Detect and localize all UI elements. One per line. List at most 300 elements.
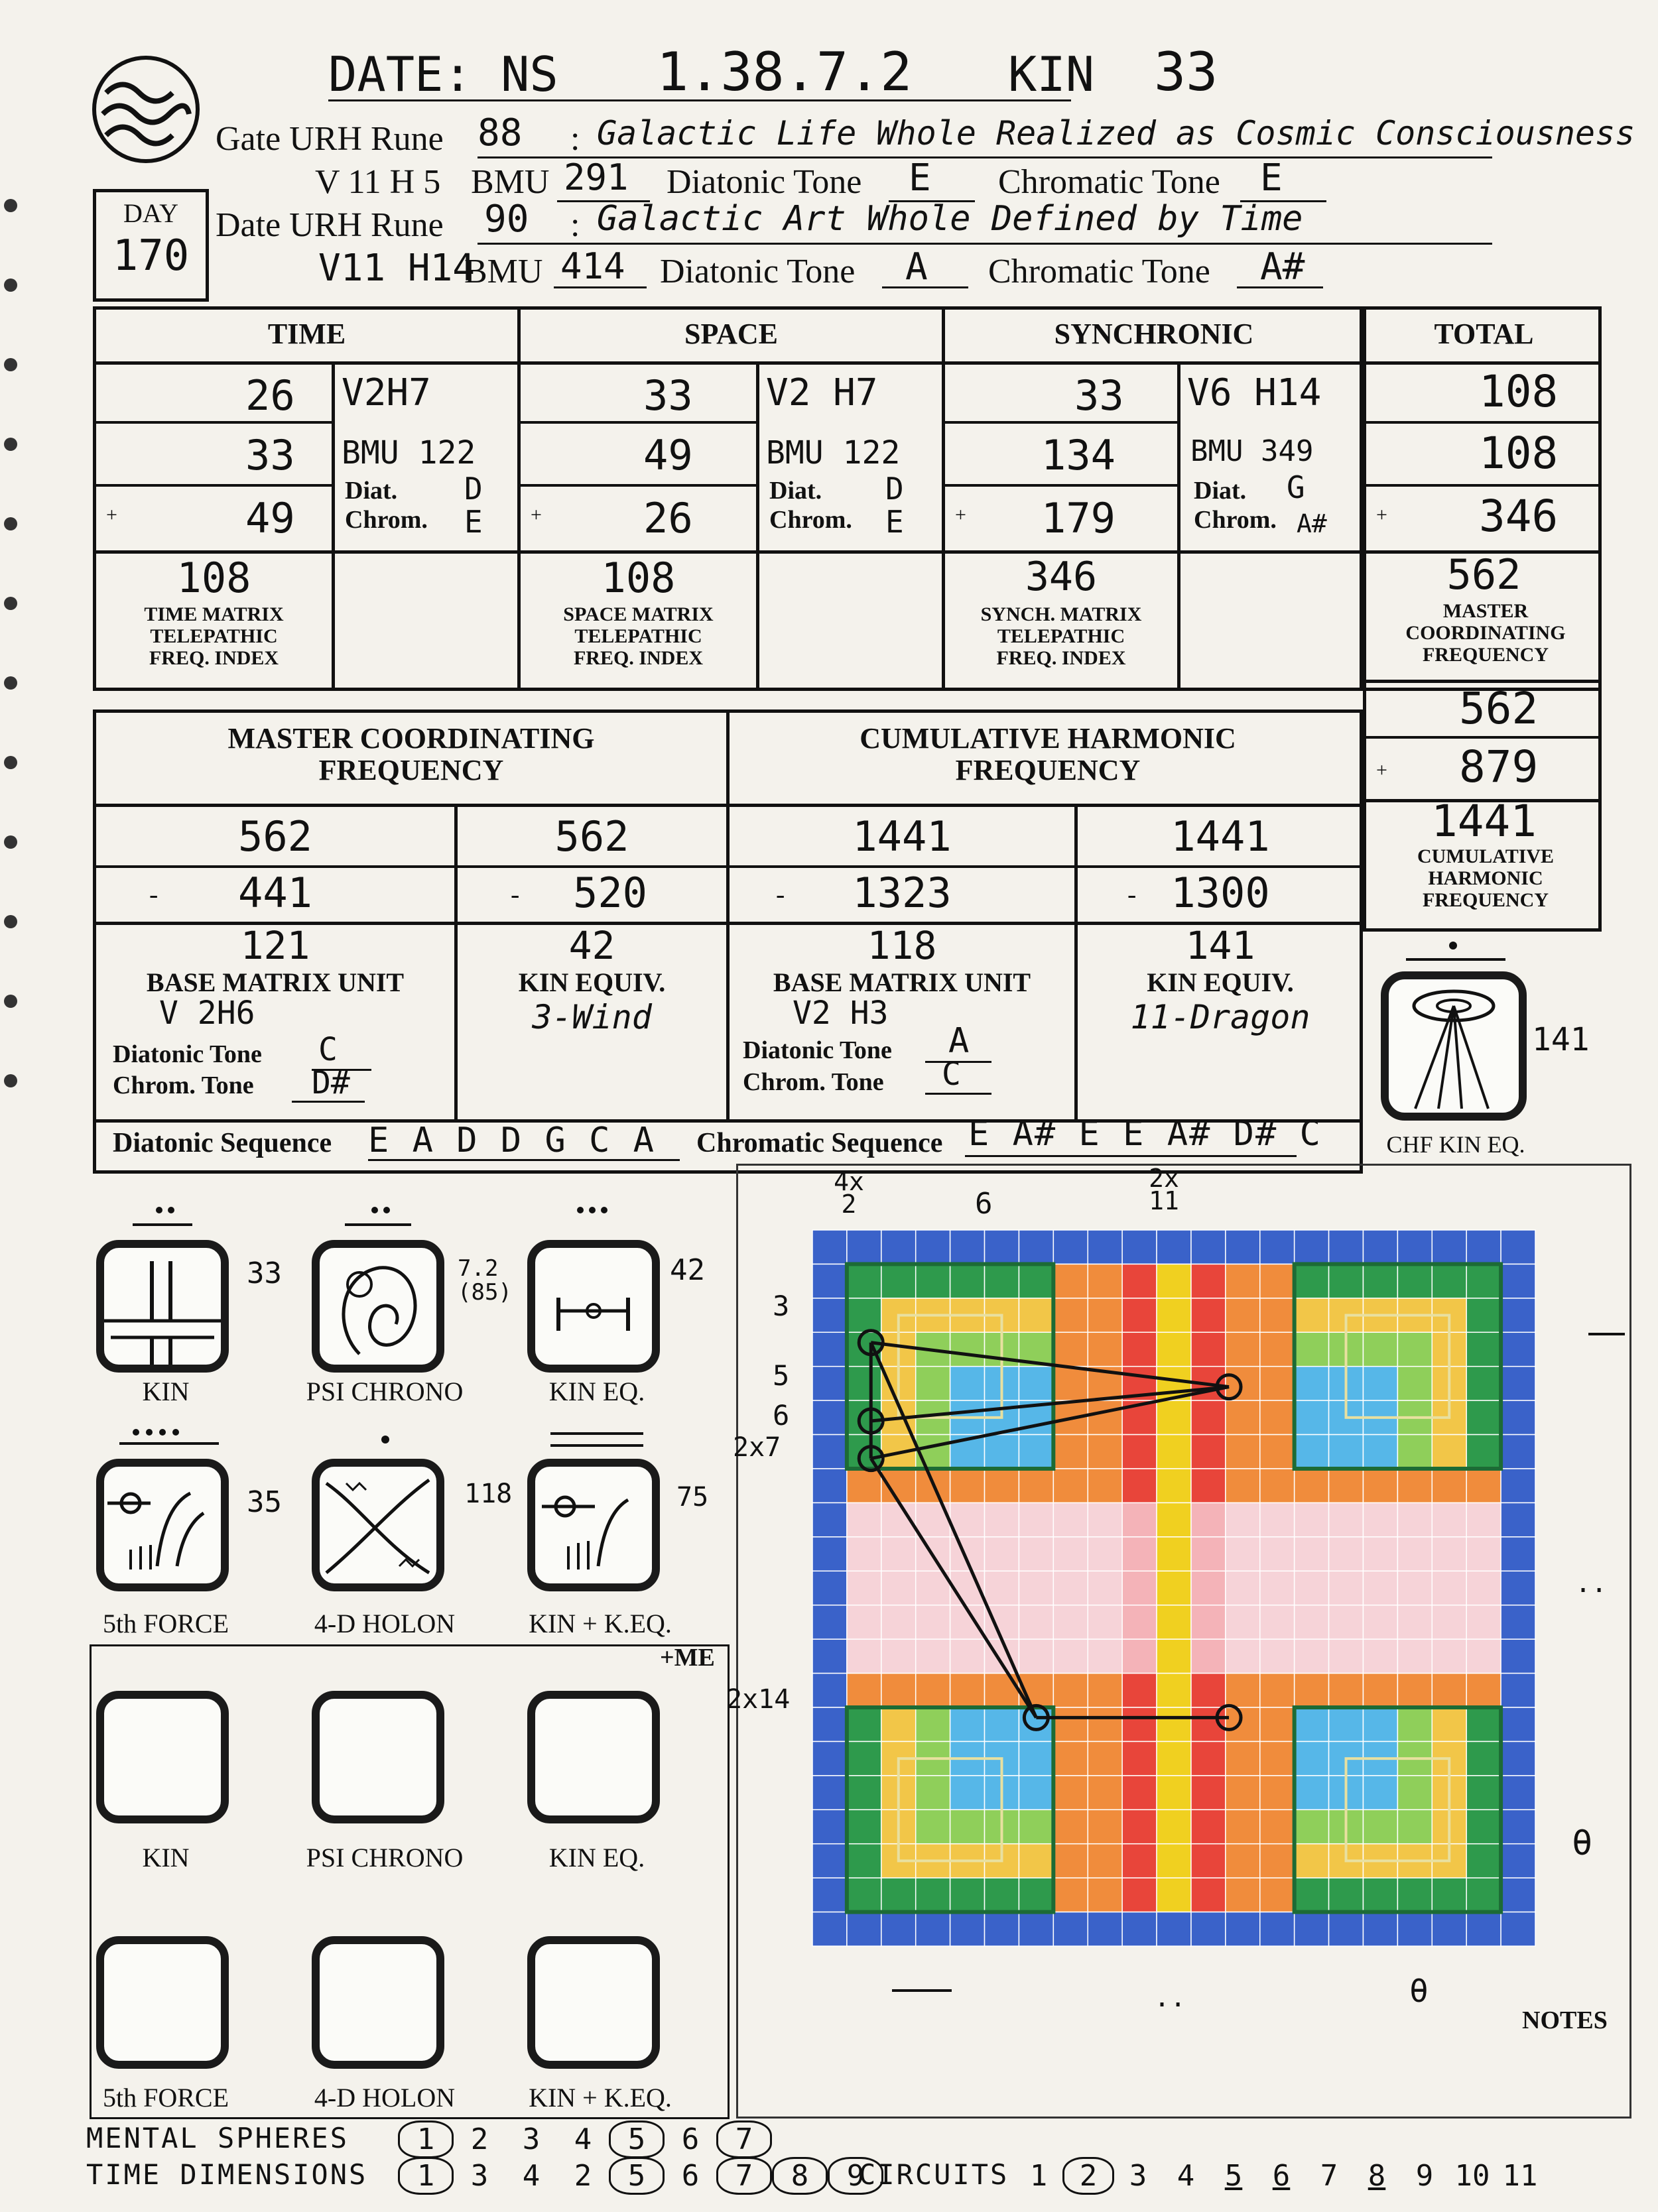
- date-value: 1.38.7.2: [657, 41, 913, 103]
- grid-cell: [1226, 1503, 1260, 1536]
- grid-cell: [1397, 1367, 1432, 1400]
- grid-cell: [1226, 1605, 1260, 1639]
- gate-rune-label: Gate URH Rune: [216, 120, 444, 158]
- spheres-row: [398, 2120, 772, 2158]
- grid-cell: [1191, 1776, 1226, 1810]
- grid-cell: [1122, 1605, 1157, 1639]
- synch-footer: SYNCH. MATRIX TELEPATHIC FREQ. INDEX: [980, 603, 1142, 669]
- grid-cell: [1157, 1469, 1191, 1503]
- grid-cell: [1260, 1503, 1295, 1536]
- grid-cell: [1295, 1912, 1329, 1946]
- spheres-label: MENTAL SPHERES: [86, 2122, 350, 2154]
- grid-cell: [1122, 1912, 1157, 1946]
- grid-cell: [1191, 1912, 1226, 1946]
- psi-chrono-num: 7.2 (85): [458, 1255, 512, 1306]
- grid-cell: [1501, 1810, 1535, 1843]
- grid-cell: [812, 1230, 847, 1264]
- grid-cell: [1053, 1605, 1088, 1639]
- day-value: 170: [112, 231, 190, 280]
- grid-cell: [1329, 1605, 1364, 1639]
- grid-cell: [1088, 1674, 1122, 1707]
- grid-cell: [1295, 1571, 1329, 1605]
- total-v2: 108: [1479, 428, 1559, 479]
- circuits-row: [1015, 2157, 1544, 2195]
- grid-cell: [1191, 1537, 1226, 1571]
- time-v1: 26: [245, 371, 295, 420]
- grid-cell: [1501, 1537, 1535, 1571]
- grid-cell: [950, 1912, 985, 1946]
- dims-item: 3: [470, 2159, 489, 2193]
- spheres-item: 1: [398, 2120, 454, 2158]
- grid-cell: [1019, 1503, 1053, 1536]
- chf-sum: 1441: [1431, 796, 1537, 847]
- spheres-item: 5: [609, 2120, 665, 2158]
- grid-cell: [950, 1776, 985, 1810]
- space-header: SPACE: [684, 318, 778, 350]
- circuits-item: 6: [1272, 2159, 1291, 2193]
- grid-cell: [881, 1674, 916, 1707]
- grid-cell: [1157, 1844, 1191, 1878]
- grid-cell: [1122, 1639, 1157, 1673]
- grid-cell: [847, 1537, 881, 1571]
- grid-cell: [1432, 1537, 1466, 1571]
- me-kin-glyph[interactable]: [96, 1691, 229, 1823]
- me-kin-eq-glyph[interactable]: [527, 1691, 660, 1823]
- grid-cell: [1088, 1298, 1122, 1332]
- grid-cell: [950, 1230, 985, 1264]
- circuits-item: 9: [1415, 2159, 1434, 2193]
- kin-plus-keq-icon: [535, 1467, 652, 1583]
- grid-cell: [812, 1605, 847, 1639]
- grid-cell: [1053, 1469, 1088, 1503]
- freq-c3-b: 1323: [852, 869, 952, 917]
- grid-cell: [916, 1264, 950, 1298]
- grid-cell: [1226, 1435, 1260, 1469]
- grid-cell: [1501, 1605, 1535, 1639]
- grid-cell: [1260, 1741, 1295, 1775]
- me-kin-plus-keq-glyph[interactable]: [527, 1936, 660, 2069]
- grid-cell: [812, 1741, 847, 1775]
- grid-cell: [1260, 1230, 1295, 1264]
- grid-cell: [847, 1707, 881, 1741]
- grid-cell: [1226, 1741, 1260, 1775]
- grid-cell: [1260, 1844, 1295, 1878]
- annot-left-2: 5: [773, 1359, 790, 1392]
- grid-cell: [1397, 1605, 1432, 1639]
- grid-cell: [916, 1912, 950, 1946]
- grid-cell: [1260, 1639, 1295, 1673]
- time-coords: V2H7: [342, 371, 431, 414]
- grid-cell: [1191, 1469, 1226, 1503]
- grid-cell: [1191, 1230, 1226, 1264]
- grid-cell: [1260, 1674, 1295, 1707]
- grid-cell: [1432, 1571, 1466, 1605]
- grid-cell: [1157, 1605, 1191, 1639]
- grid-cell: [1053, 1264, 1088, 1298]
- grid-cell: [1363, 1332, 1397, 1366]
- grid-cell: [881, 1912, 916, 1946]
- grid-cell: [916, 1435, 950, 1469]
- grid-cell: [1088, 1537, 1122, 1571]
- holon-glyph: [312, 1459, 444, 1591]
- grid-cell: [950, 1674, 985, 1707]
- grid-cell: [1295, 1230, 1329, 1264]
- grid-cell: [1191, 1571, 1226, 1605]
- grid-cell: [812, 1674, 847, 1707]
- grid-cell: [1122, 1230, 1157, 1264]
- grid-cell: [916, 1230, 950, 1264]
- grid-cell: [847, 1605, 881, 1639]
- grid-cell: [1501, 1367, 1535, 1400]
- grid-cell: [847, 1878, 881, 1912]
- grid-cell: [1053, 1707, 1088, 1741]
- spheres-item: 6: [681, 2122, 700, 2156]
- grid-cell: [1295, 1469, 1329, 1503]
- kin-plus-keq-glyph: [527, 1459, 660, 1591]
- freq-c1-b: 441: [238, 869, 312, 917]
- grid-cell: [1226, 1298, 1260, 1332]
- grid-cell: [950, 1878, 985, 1912]
- grid-cell: [847, 1367, 881, 1400]
- kin-glyph-num: 33: [247, 1257, 282, 1290]
- grid-cell: [916, 1776, 950, 1810]
- freq-c4-r: 141: [1185, 923, 1255, 968]
- grid-cell: [1053, 1810, 1088, 1843]
- grid-cell: [1432, 1503, 1466, 1536]
- annot-left-4: 2x7: [733, 1432, 781, 1463]
- space-v2: 49: [643, 431, 693, 479]
- circuits-item: 11: [1502, 2159, 1538, 2193]
- grid-cell: [812, 1298, 847, 1332]
- me-label: +ME: [660, 1644, 715, 1672]
- grid-cell: [1295, 1503, 1329, 1536]
- grid-cell: [812, 1844, 847, 1878]
- grid-cell: [1260, 1367, 1295, 1400]
- grid-cell: [847, 1639, 881, 1673]
- freq-c1-diat: C: [318, 1031, 338, 1068]
- kin-plus-keq-num: 75: [676, 1482, 709, 1512]
- freq-c1-a: 562: [238, 812, 312, 861]
- grid-cell: [1295, 1298, 1329, 1332]
- grid-cell: [812, 1435, 847, 1469]
- grid-cell: [1432, 1707, 1466, 1741]
- grid-cell: [881, 1707, 916, 1741]
- grid-cell: [812, 1878, 847, 1912]
- mcf-title: MASTER COORDINATING FREQUENCY: [227, 722, 595, 786]
- grid-cell: [1088, 1469, 1122, 1503]
- grid-cell: [985, 1230, 1019, 1264]
- grid-cell: [1432, 1435, 1466, 1469]
- grid-cell: [1295, 1435, 1329, 1469]
- grid-cell: [916, 1707, 950, 1741]
- grid-cell: [1363, 1367, 1397, 1400]
- grid-cell: [1260, 1810, 1295, 1843]
- grid-cell: [1397, 1264, 1432, 1298]
- grid-cell: [1432, 1639, 1466, 1673]
- space-footer: SPACE MATRIX TELEPATHIC FREQ. INDEX: [563, 603, 714, 669]
- grid-cell: [1019, 1298, 1053, 1332]
- grid-cell: [1226, 1537, 1260, 1571]
- grid-cell: [1432, 1674, 1466, 1707]
- grid-cell: [812, 1367, 847, 1400]
- grid-cell: [847, 1264, 881, 1298]
- grid-cell: [1053, 1503, 1088, 1536]
- me-holon-glyph[interactable]: [312, 1936, 444, 2069]
- grid-cell: [1088, 1332, 1122, 1366]
- grid-cell: [1329, 1707, 1364, 1741]
- freq-c2-b: 520: [573, 869, 647, 917]
- grid-cell: [812, 1400, 847, 1434]
- total-v3: 346: [1479, 491, 1559, 542]
- freq-c1-chrom: D#: [312, 1064, 350, 1101]
- grid-cell: [1295, 1264, 1329, 1298]
- grid-cell: [1088, 1435, 1122, 1469]
- grid-cell: [1122, 1264, 1157, 1298]
- grid-cell: [1260, 1605, 1295, 1639]
- grid-cell: [1397, 1776, 1432, 1810]
- grid-cell: [1191, 1298, 1226, 1332]
- circuits-item: 5: [1224, 2159, 1243, 2193]
- freq-c2-r: 42: [568, 923, 615, 968]
- grid-cell: [1122, 1674, 1157, 1707]
- me-fifth-force-glyph[interactable]: [96, 1936, 229, 2069]
- grid-cell: [1088, 1810, 1122, 1843]
- grid-cell: [812, 1776, 847, 1810]
- grid-cell: [1466, 1776, 1501, 1810]
- chf-v2: 879: [1459, 741, 1539, 792]
- grid-cell: [881, 1878, 916, 1912]
- grid-cell: [1122, 1537, 1157, 1571]
- grid-cell: [1295, 1674, 1329, 1707]
- freq-c3-chrom: C: [942, 1056, 961, 1093]
- synch-v2: 134: [1041, 431, 1116, 479]
- total-footer: MASTER COORDINATING FREQUENCY: [1405, 600, 1566, 666]
- grid-cell: [1295, 1741, 1329, 1775]
- grid-cell: [1363, 1435, 1397, 1469]
- grid-cell: [1501, 1332, 1535, 1366]
- grid-cell: [1191, 1435, 1226, 1469]
- space-v1: 33: [643, 371, 693, 420]
- space-bmu: BMU 122: [766, 434, 901, 471]
- grid-cell: [1466, 1912, 1501, 1946]
- grid-cell: [1432, 1912, 1466, 1946]
- synch-diat: G: [1287, 469, 1305, 505]
- grid-cell: [881, 1230, 916, 1264]
- grid-cell: [1088, 1571, 1122, 1605]
- circuits-item: 7: [1320, 2159, 1338, 2193]
- grid-cell: [847, 1503, 881, 1536]
- grid-cell: [812, 1912, 847, 1946]
- grid-cell: [1295, 1776, 1329, 1810]
- grid-cell: [812, 1264, 847, 1298]
- grid-cell: [1122, 1435, 1157, 1469]
- grid-cell: [1397, 1912, 1432, 1946]
- grid-cell: [1122, 1844, 1157, 1878]
- grid-cell: [1363, 1571, 1397, 1605]
- grid-cell: [1191, 1332, 1226, 1366]
- grid-cell: [1019, 1571, 1053, 1605]
- space-diat: D: [885, 471, 904, 507]
- grid-cell: [1019, 1435, 1053, 1469]
- grid-cell: [1466, 1674, 1501, 1707]
- grid-cell: [1053, 1435, 1088, 1469]
- grid-cell: [812, 1810, 847, 1843]
- grid-cell: [1053, 1230, 1088, 1264]
- kin-value: 33: [1154, 41, 1218, 103]
- wave-logo-icon: [90, 53, 202, 166]
- dims-item: 5: [609, 2157, 665, 2195]
- grid-cell: [1363, 1674, 1397, 1707]
- kin-glyph-icon: [104, 1248, 221, 1365]
- circuits-label: CIRCUITS: [859, 2158, 1009, 2191]
- grid-cell: [1122, 1503, 1157, 1536]
- grid-cell: [1397, 1639, 1432, 1673]
- grid-cell: [1260, 1298, 1295, 1332]
- grid-cell: [1295, 1639, 1329, 1673]
- chf-title: CUMULATIVE HARMONIC FREQUENCY: [860, 722, 1236, 786]
- grid-cell: [1226, 1332, 1260, 1366]
- grid-cell: [1226, 1400, 1260, 1434]
- grid-cell: [1501, 1912, 1535, 1946]
- diatonic-sequence: E A D D G C A: [368, 1121, 655, 1160]
- day-box: DAY 170: [93, 189, 209, 302]
- grid-cell: [1122, 1776, 1157, 1810]
- grid-cell: [916, 1605, 950, 1639]
- grid-cell: [1053, 1367, 1088, 1400]
- notes-label: NOTES: [1522, 2006, 1608, 2034]
- time-v2: 33: [245, 431, 295, 479]
- grid-cell: [1397, 1674, 1432, 1707]
- grid-cell: [1432, 1469, 1466, 1503]
- grid-cell: [1363, 1912, 1397, 1946]
- grid-cell: [1157, 1537, 1191, 1571]
- date-diat: A: [905, 245, 928, 288]
- grid-cell: [1501, 1639, 1535, 1673]
- grid-cell: [847, 1571, 881, 1605]
- annot-left-1: 3: [773, 1290, 790, 1322]
- circuits-item: 3: [1129, 2159, 1147, 2193]
- grid-cell: [1363, 1264, 1397, 1298]
- grid-cell: [1053, 1332, 1088, 1366]
- grid-cell: [1088, 1707, 1122, 1741]
- grid-cell: [1295, 1367, 1329, 1400]
- grid-cell: [1260, 1537, 1295, 1571]
- grid-cell: [1191, 1605, 1226, 1639]
- grid-cell: [1053, 1912, 1088, 1946]
- grid-cell: [1191, 1674, 1226, 1707]
- gate-bmu: 291: [564, 156, 629, 198]
- time-bmu: BMU 122: [342, 434, 476, 471]
- grid-cell: [1295, 1605, 1329, 1639]
- dims-item: 9: [828, 2157, 883, 2195]
- space-chrom: E: [885, 504, 904, 540]
- dims-item: 2: [574, 2159, 592, 2193]
- kin-eq-icon: [535, 1248, 652, 1365]
- time-header: TIME: [267, 318, 346, 350]
- freq-c1-coords: V 2H6: [159, 995, 255, 1032]
- grid-cell: [985, 1264, 1019, 1298]
- grid-cell: [812, 1537, 847, 1571]
- grid-cell: [1260, 1264, 1295, 1298]
- grid-cell: [1466, 1810, 1501, 1843]
- grid-cell: [1019, 1264, 1053, 1298]
- circuits-item: 8: [1368, 2159, 1386, 2193]
- circuits-item: 1: [1029, 2159, 1048, 2193]
- grid-cell: [1019, 1639, 1053, 1673]
- grid-cell: [1157, 1776, 1191, 1810]
- dims-item: 6: [681, 2159, 700, 2193]
- grid-cell: [1295, 1537, 1329, 1571]
- grid-cell: [1157, 1298, 1191, 1332]
- annot-left-5: 2x14: [726, 1684, 791, 1715]
- grid-cell: [847, 1230, 881, 1264]
- time-diat: D: [464, 471, 483, 507]
- dims-item: 1: [398, 2157, 454, 2195]
- grid-cell: [881, 1605, 916, 1639]
- grid-cell: [1226, 1674, 1260, 1707]
- grid-cell: [1397, 1537, 1432, 1571]
- grid-cell: [1122, 1810, 1157, 1843]
- grid-cell: [847, 1741, 881, 1775]
- grid-cell: [1260, 1469, 1295, 1503]
- date-label: DATE: NS: [328, 46, 558, 102]
- grid-cell: [1157, 1741, 1191, 1775]
- grid-cell: [1226, 1230, 1260, 1264]
- synch-chrom: A#: [1297, 509, 1327, 538]
- gate-coords: V 11 H 5: [315, 163, 441, 201]
- fifth-force-num: 35: [247, 1485, 282, 1519]
- grid-cell: [1226, 1639, 1260, 1673]
- grid-cell: [1226, 1367, 1260, 1400]
- grid-cell: [1501, 1435, 1535, 1469]
- grid-cell: [1191, 1503, 1226, 1536]
- grid-cell: [1226, 1707, 1260, 1741]
- grid-cell: [1363, 1878, 1397, 1912]
- date-rune-text: Galactic Art Whole Defined by Time: [597, 199, 1303, 239]
- grid-cell: [950, 1332, 985, 1366]
- grid-cell: [1432, 1264, 1466, 1298]
- grid-cell: [812, 1707, 847, 1741]
- grid-cell: [1122, 1741, 1157, 1775]
- grid-cell: [1501, 1230, 1535, 1264]
- grid-cell: [812, 1503, 847, 1536]
- grid-cell: [1122, 1469, 1157, 1503]
- space-v3: 26: [643, 494, 693, 542]
- date-rune-num: 90: [484, 198, 529, 241]
- grid-cell: [812, 1639, 847, 1673]
- grid-cell: [1363, 1469, 1397, 1503]
- chromatic-sequence: E A# E E A# D# C: [968, 1114, 1322, 1154]
- grid-cell: [1501, 1707, 1535, 1741]
- grid-cell: [1295, 1332, 1329, 1366]
- grid-cell: [1329, 1639, 1364, 1673]
- me-psi-chrono-glyph[interactable]: [312, 1691, 444, 1823]
- spheres-item: 2: [470, 2122, 489, 2156]
- grid-cell: [1466, 1230, 1501, 1264]
- grid-cell: [1432, 1230, 1466, 1264]
- freq-c3-r: 118: [867, 923, 937, 968]
- grid-cell: [1466, 1537, 1501, 1571]
- freq-c4-kin: 11-Dragon: [1130, 998, 1310, 1036]
- grid-cell: [916, 1674, 950, 1707]
- grid-cell: [1019, 1537, 1053, 1571]
- freq-c4-b: 1300: [1171, 869, 1270, 917]
- grid-cell: [1019, 1230, 1053, 1264]
- grid-cell: [1191, 1844, 1226, 1878]
- spheres-item: 4: [574, 2122, 592, 2156]
- grid-cell: [950, 1639, 985, 1673]
- grid-cell: [985, 1571, 1019, 1605]
